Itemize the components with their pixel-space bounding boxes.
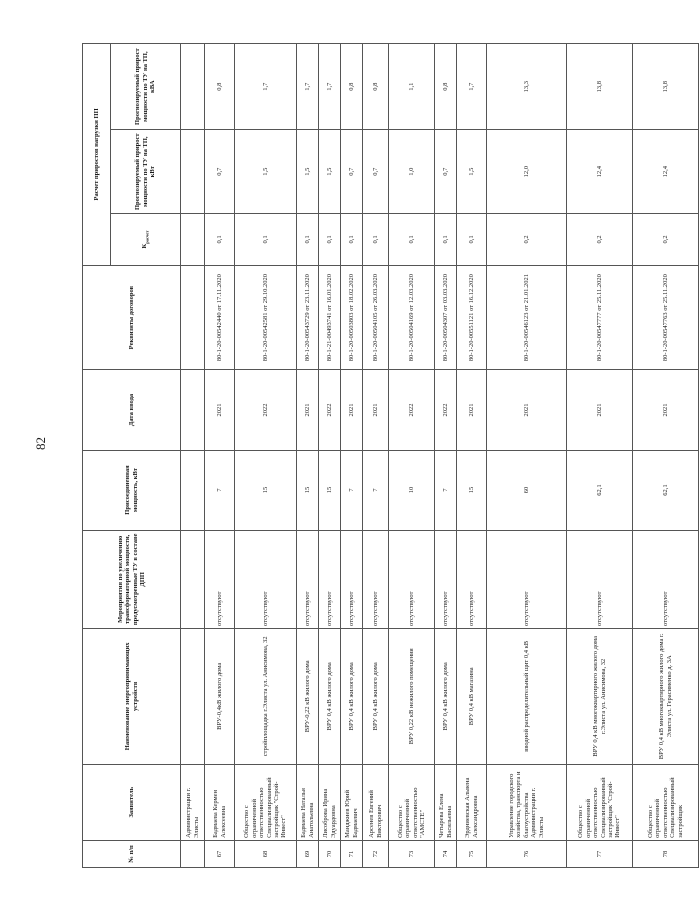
row-num-cell: [181, 840, 205, 867]
row-date-cell: 2022: [389, 370, 435, 450]
row-k-cell: 0,1: [319, 214, 341, 266]
row-gain-kva-cell: 1,7: [457, 44, 487, 130]
row-power-cell: 60: [487, 450, 567, 530]
row-k-cell: 0,1: [363, 214, 389, 266]
row-k-cell: 0,1: [297, 214, 319, 266]
row-measures-cell: отсутствуют: [487, 530, 567, 629]
row-gain-kw-cell: 1,5: [319, 130, 341, 214]
row-gain-kw-cell: 12,4: [567, 130, 633, 214]
row-measures-cell: отсутствуют: [567, 530, 633, 629]
page-number: 82: [33, 437, 48, 450]
row-device-cell: ВРУ 0,4 кВ жилого дома: [341, 629, 363, 764]
row-num-cell: 78: [633, 840, 699, 867]
row-power-cell: 7: [341, 450, 363, 530]
row-k-cell: 0,2: [487, 214, 567, 266]
row-device-cell: ВРУ 0,4 кВ жилого дома: [435, 629, 457, 764]
row-date-cell: 2021: [633, 370, 699, 450]
row-measures-cell: отсутствуют: [297, 530, 319, 629]
row-num-cell: 72: [363, 840, 389, 867]
row-applicant-cell: Четырева Елена Васильевна: [435, 764, 457, 840]
row-applicant-cell: Эрдниевская Альвена Александровна: [457, 764, 487, 840]
row-applicant-cell: Арсенев Евгений Викторович: [363, 764, 389, 840]
row-gain-kva-cell: [181, 44, 205, 130]
grid-connection-table: [82, 43, 699, 868]
row-power-cell: 7: [435, 450, 457, 530]
row-device-cell: ВРУ 0,22 кВ нежилого помещения: [389, 629, 435, 764]
row-contract-cell: 80-1-20-00504307 от 03.03.2020: [435, 265, 457, 370]
row-device-cell: ВРУ 0,4 кВ многоквартирного жилого дома г. Элиста ул. Герасименко д. 3А: [633, 629, 699, 764]
table-row: [205, 44, 235, 868]
row-measures-cell: отсутствуют: [363, 530, 389, 629]
row-date-cell: 2021: [457, 370, 487, 450]
row-gain-kw-cell: 0,7: [341, 130, 363, 214]
row-applicant-cell: Общество с ограниченной ответственностью Специализированный застройщик: [633, 764, 699, 840]
row-date-cell: 2022: [319, 370, 341, 450]
row-contract-cell: 80-1-20-00503803 от 18.02.2020: [341, 265, 363, 370]
row-measures-cell: отсутствуют: [341, 530, 363, 629]
row-date-cell: 2021: [567, 370, 633, 450]
row-applicant-cell: Общество с ограниченной ответственностью Специализированный застройщик "Строй-Инвест": [567, 764, 633, 840]
row-applicant-cell: Манджиев Юрий Бадмаевич: [341, 764, 363, 840]
row-applicant-cell: Бадмаева Наталья Анатольевна: [297, 764, 319, 840]
row-gain-kva-cell: 1,7: [297, 44, 319, 130]
row-date-cell: [181, 370, 205, 450]
row-gain-kva-cell: 13,8: [633, 44, 699, 130]
row-contract-cell: 80-1-20-00543729 от 23.11.2020: [297, 265, 319, 370]
row-gain-kva-cell: 0,8: [341, 44, 363, 130]
table-row: [297, 44, 319, 868]
row-gain-kw-cell: 12,4: [633, 130, 699, 214]
row-gain-kva-cell: 0,8: [363, 44, 389, 130]
row-k-cell: 0,1: [389, 214, 435, 266]
row-applicant-cell: Общество с ограниченной ответственностью "АМСТЕ": [389, 764, 435, 840]
row-applicant-cell: Общество с ограниченной ответственностью Специализированный застройщик "Строй-Инвест": [235, 764, 297, 840]
row-gain-kw-cell: 12,0: [487, 130, 567, 214]
header-k-coefficient: $К_{расчет}$: [111, 214, 181, 266]
row-power-cell: 62,1: [567, 450, 633, 530]
row-gain-kw-cell: 0,7: [363, 130, 389, 214]
header-measures: Мероприятия по увеличению трансформаторной мощности, предусмотренные ТУ в составе ДПП: [83, 530, 181, 629]
header-applicant: Заявитель: [83, 764, 181, 840]
row-device-cell: ВРУ 0,4 кВ многоквартирного жилого дома г.Элиста ул. Анисимова, 32: [567, 629, 633, 764]
row-date-cell: 2021: [487, 370, 567, 450]
row-gain-kva-cell: 1,7: [235, 44, 297, 130]
table-row: [457, 44, 487, 868]
row-date-cell: 2021: [297, 370, 319, 450]
row-gain-kva-cell: 0,8: [205, 44, 235, 130]
row-k-cell: [181, 214, 205, 266]
row-gain-kw-cell: 1,5: [235, 130, 297, 214]
row-device-cell: ВРУ-0,4кВ жилого дома: [205, 629, 235, 764]
row-num-cell: 68: [235, 840, 297, 867]
row-device-cell: стройплощадка г.Элиста ул. Анисимова, 32: [235, 629, 297, 764]
row-gain-kva-cell: 13,3: [487, 44, 567, 130]
row-num-cell: 67: [205, 840, 235, 867]
row-k-cell: 0,1: [205, 214, 235, 266]
row-gain-kva-cell: 1,1: [389, 44, 435, 130]
row-contract-cell: 80-1-20-00547777 от 25.11.2020: [567, 265, 633, 370]
row-gain-kw-cell: 0,7: [435, 130, 457, 214]
row-gain-kva-cell: 1,7: [319, 44, 341, 130]
row-power-cell: [181, 450, 205, 530]
header-k-subscript: расчет: [144, 230, 150, 244]
row-device-cell: [181, 629, 205, 764]
header-gain-kw: Прогнозируемый прирост мощности по ТУ на ТП, кВт: [111, 130, 181, 214]
row-date-cell: 2022: [235, 370, 297, 450]
row-k-cell: 0,1: [435, 214, 457, 266]
row-power-cell: 7: [363, 450, 389, 530]
rotated-table-container: [82, 43, 684, 868]
row-device-cell: ВРУ 0,4 кВ магазина: [457, 629, 487, 764]
row-k-cell: 0,1: [341, 214, 363, 266]
table-row: [633, 44, 699, 868]
row-measures-cell: отсутствуют: [457, 530, 487, 629]
row-measures-cell: [181, 530, 205, 629]
row-power-cell: 62,1: [633, 450, 699, 530]
row-contract-cell: 80-1-20-00546123 от 21.01.2021: [487, 265, 567, 370]
row-gain-kva-cell: 0,8: [435, 44, 457, 130]
row-num-cell: 73: [389, 840, 435, 867]
header-date: Дата ввода: [83, 370, 181, 450]
row-date-cell: 2021: [205, 370, 235, 450]
row-contract-cell: 80-1-20-00551121 от 16.12.2020: [457, 265, 487, 370]
row-gain-kw-cell: 1,5: [457, 130, 487, 214]
row-gain-kw-cell: 0,7: [205, 130, 235, 214]
table-row: [567, 44, 633, 868]
header-device: Наименование энергопринимающих устройств: [83, 629, 181, 764]
table-row: [389, 44, 435, 868]
row-power-cell: 15: [319, 450, 341, 530]
row-contract-cell: 80-1-20-00542581 от 29.10.2020: [235, 265, 297, 370]
row-k-cell: 0,2: [567, 214, 633, 266]
row-contract-cell: [181, 265, 205, 370]
row-applicant-cell: Бадмаева Кермен Алексеевна: [205, 764, 235, 840]
row-measures-cell: отсутствуют: [205, 530, 235, 629]
row-k-cell: 0,2: [633, 214, 699, 266]
row-device-cell: ВРУ-0,22 кВ жилого дома: [297, 629, 319, 764]
row-num-cell: 77: [567, 840, 633, 867]
table-row: [487, 44, 567, 868]
row-gain-kw-cell: [181, 130, 205, 214]
row-date-cell: 2021: [363, 370, 389, 450]
row-power-cell: 15: [235, 450, 297, 530]
row-power-cell: 15: [457, 450, 487, 530]
row-k-cell: 0,1: [235, 214, 297, 266]
header-load-growth-group: Расчет приростов нагрузки ПП: [83, 44, 111, 266]
row-measures-cell: отсутствуют: [633, 530, 699, 629]
row-gain-kw-cell: 1,0: [389, 130, 435, 214]
table-row: [435, 44, 457, 868]
row-num-cell: 71: [341, 840, 363, 867]
row-k-cell: 0,1: [457, 214, 487, 266]
row-device-cell: ВРУ 0,4 кВ жилого дома: [319, 629, 341, 764]
row-device-cell: ВРУ 0,4 кВ жилого дома: [363, 629, 389, 764]
row-date-cell: 2021: [341, 370, 363, 450]
row-measures-cell: отсутствуют: [319, 530, 341, 629]
row-date-cell: 2022: [435, 370, 457, 450]
table-row: [235, 44, 297, 868]
header-num: № п/п: [83, 840, 181, 867]
row-contract-cell: 80-1-20-00542440 от 17.11.2020: [205, 265, 235, 370]
row-gain-kw-cell: 1,5: [297, 130, 319, 214]
row-measures-cell: отсутствуют: [435, 530, 457, 629]
row-contract-cell: 80-1-20-00547763 от 25.11.2020: [633, 265, 699, 370]
row-applicant-cell: Управление городского хозяйства, транспорта и благоустройства Администрации г. Элисты: [487, 764, 567, 840]
row-num-cell: 69: [297, 840, 319, 867]
header-gain-kva: Прогнозируемый прирост мощности по ТУ на ТП, кВА: [111, 44, 181, 130]
row-gain-kva-cell: 13,8: [567, 44, 633, 130]
row-measures-cell: отсутствуют: [389, 530, 435, 629]
row-power-cell: 10: [389, 450, 435, 530]
row-power-cell: 7: [205, 450, 235, 530]
table-row: [363, 44, 389, 868]
table-row: [319, 44, 341, 868]
table-row: [341, 44, 363, 868]
row-contract-cell: 80-1-20-00504169 от 12.03.2020: [389, 265, 435, 370]
row-contract-cell: 80-1-20-00504105 от 26.03.2020: [363, 265, 389, 370]
row-num-cell: 75: [457, 840, 487, 867]
row-power-cell: 15: [297, 450, 319, 530]
row-applicant-cell: Администрации г. Элисты: [181, 764, 205, 840]
row-num-cell: 70: [319, 840, 341, 867]
row-measures-cell: отсутствуют: [235, 530, 297, 629]
row-contract-cell: 80-1-21-00493741 от 16.01.2020: [319, 265, 341, 370]
row-num-cell: 74: [435, 840, 457, 867]
row-applicant-cell: Лисоброва Ирина Эдуардовна: [319, 764, 341, 840]
row-num-cell: 76: [487, 840, 567, 867]
header-contract: Реквизиты договоров: [83, 265, 181, 370]
row-device-cell: вводной распределительный щит 0,4 кВ: [487, 629, 567, 764]
header-power: Присоединенная мощность, кВт: [83, 450, 181, 530]
table-row: [181, 44, 205, 868]
